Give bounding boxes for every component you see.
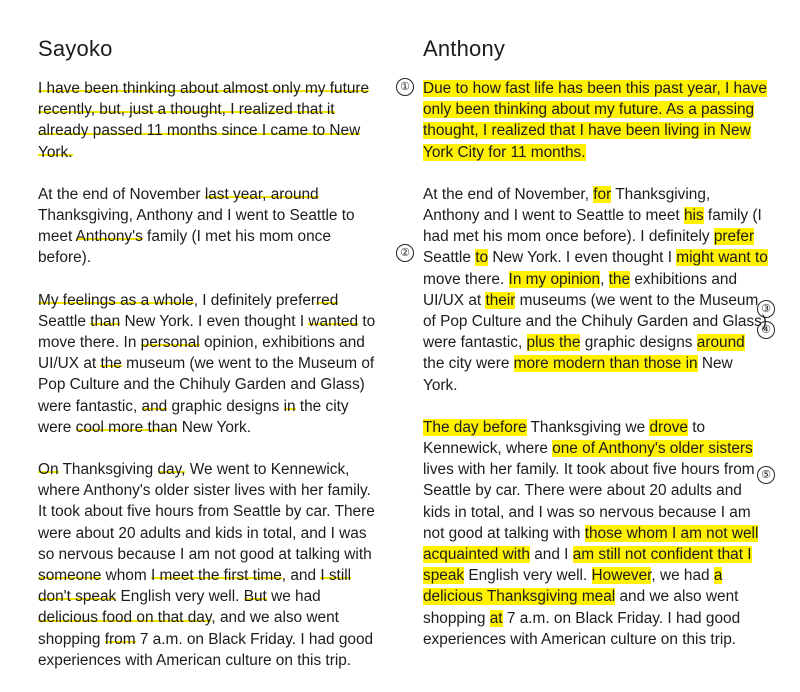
highlighted-phrase: one of Anthony's older sisters: [552, 440, 753, 458]
sayoko-paragraph-4: [38, 459, 378, 671]
anthony-paragraph-1: [423, 78, 768, 163]
highlighted-phrase: plus the: [526, 334, 581, 352]
text-run: family (I met his mom once before).: [38, 228, 331, 267]
highlighted-phrase: am still not confident that I speak: [423, 546, 752, 585]
text-run: At the end of November: [38, 185, 205, 203]
text-run: Thanksgiving, Anthony and I went to Seattle to meet: [38, 207, 355, 246]
text-run: museum (we went to the Museum of Pop Culture and the Chihuly Garden and Glass) were fantastic,: [38, 355, 375, 415]
marker-4: ④: [757, 321, 775, 339]
text-run: , I definitely prefer: [193, 291, 317, 309]
underlined-phrase: last year, around: [204, 185, 319, 203]
highlighted-phrase: at: [489, 609, 503, 627]
highlighted-phrase: around: [696, 334, 745, 352]
underlined-phrase: from: [104, 630, 136, 648]
text-run: museums (we went to the Museum of Pop Culture and the Chihuly Garden and Glass) were fantastic,: [423, 291, 767, 352]
underlined-phrase: Anthony's: [75, 228, 143, 246]
anthony-column: [423, 30, 768, 671]
text-run: whom: [101, 567, 151, 585]
highlighted-phrase: The day before: [423, 418, 527, 436]
underlined-phrase: than: [90, 312, 121, 330]
text-run: opinion, exhibitions and UI/UX at: [38, 334, 365, 373]
highlighted-phrase: prefer: [713, 228, 755, 246]
text-run: and I: [529, 546, 573, 564]
underlined-phrase: cool more than: [75, 418, 178, 436]
marker-5: ⑤: [757, 466, 775, 484]
sayoko-heading: Sayoko: [38, 36, 113, 61]
left-marker-gutter: [396, 0, 416, 658]
text-run: , and we also went shopping: [38, 609, 339, 648]
highlighted-phrase: However: [591, 567, 652, 585]
text-run: Seattle: [423, 249, 476, 267]
highlighted-phrase: a delicious Thanksgiving meal: [423, 567, 723, 606]
underlined-phrase: day,: [157, 461, 186, 479]
text-run: New York.: [423, 355, 733, 394]
underlined-phrase: wanted: [308, 312, 359, 330]
underlined-phrase: delicious food on that day: [38, 609, 212, 627]
highlighted-phrase: Due to how fast life has been this past year, I have only been thinking about my future. As a passing thought, I realized that I have been living in New York City for 11 months.: [423, 80, 767, 161]
text-run: 7 a.m. on Black Friday. I had good experiences with American culture on this trip.: [38, 630, 374, 669]
text-run: , and: [281, 567, 321, 585]
marker-1: ①: [396, 78, 414, 96]
text-run: At the end of November,: [423, 185, 594, 203]
text-run: English very well.: [116, 588, 244, 606]
text-run: New York.: [177, 418, 252, 436]
text-run: and we also went shopping: [423, 588, 739, 627]
text-run: 7 a.m. on Black Friday. I had good experiences with American culture on this trip.: [423, 609, 741, 648]
text-run: to Kennewick, where: [423, 418, 706, 458]
text-run: , we had: [651, 567, 714, 585]
marker-3: ③: [757, 300, 775, 318]
underlined-phrase: On: [38, 461, 59, 479]
anthony-paragraph-2: [423, 184, 768, 396]
sayoko-paragraph-3: [38, 290, 378, 438]
underlined-phrase: My feelings as a whole: [38, 291, 194, 309]
text-run: move there.: [423, 270, 509, 288]
anthony-paragraph-3: [423, 417, 768, 650]
text-run: we had: [266, 588, 321, 606]
highlighted-phrase: drove: [649, 418, 688, 436]
text-run: English very well.: [464, 567, 592, 585]
text-run: graphic designs: [167, 397, 284, 415]
underlined-phrase: someone: [38, 567, 102, 585]
text-run: lives with her family. It took about five hours from Seattle by car. There were about 20 adults and kids in total, and I was so nervous because I am not good at talking with: [423, 461, 755, 542]
sayoko-paragraph-2: [38, 184, 378, 269]
highlighted-phrase: their: [485, 291, 516, 309]
underlined-phrase: I meet the first time: [150, 567, 282, 585]
highlighted-phrase: to: [475, 249, 489, 267]
text-run: New York. I even thought I: [488, 249, 677, 267]
sayoko-paragraph-1: [38, 78, 378, 163]
marker-2: ②: [396, 244, 414, 262]
underlined-phrase: I have been thinking about almost only my future recently, but, just a thought, I realized that it already passed 11 months since I came to New York.: [38, 80, 370, 161]
underlined-phrase: the: [100, 355, 122, 373]
text-run: We went to Kennewick, where Anthony's older sister lives with her family. It took about five hours from Seattle by car. There were about 20 adults and kids in total, and I was so nervous because I am not good at talking with: [38, 461, 375, 563]
highlighted-phrase: the: [608, 270, 631, 288]
underlined-phrase: in: [283, 397, 296, 415]
text-run: Thanksgiving, Anthony and I went to Seattle to meet: [423, 185, 711, 225]
text-run: the city were: [423, 355, 514, 373]
highlighted-phrase: more modern than those in: [513, 355, 698, 373]
right-marker-gutter: [757, 0, 777, 658]
text-run: Thanksgiving we: [526, 418, 650, 436]
highlighted-phrase: for: [593, 185, 612, 203]
underlined-phrase: But: [243, 588, 267, 606]
highlighted-phrase: his: [683, 207, 704, 225]
text-run: exhibitions and UI/UX at: [423, 270, 738, 309]
text-run: graphic designs: [580, 334, 697, 352]
text-run: New York. I even thought I: [120, 312, 309, 330]
text-run: the city were: [38, 397, 349, 436]
highlighted-phrase: those whom I am not well acquainted with: [423, 524, 759, 564]
underlined-phrase: and: [141, 397, 168, 415]
highlighted-phrase: might want to: [676, 249, 768, 267]
text-run: Thanksgiving: [58, 461, 158, 479]
text-run: Seattle: [38, 312, 91, 330]
highlighted-phrase: In my opinion: [508, 270, 601, 288]
text-run: ,: [600, 270, 609, 288]
sayoko-column: [38, 30, 378, 692]
text-run: to move there. In: [38, 312, 376, 352]
underlined-phrase: I still don't speak: [38, 567, 352, 606]
underlined-phrase: red: [316, 291, 339, 309]
text-run: family (I had met his mom once before). I definitely: [423, 207, 762, 246]
anthony-heading: Anthony: [423, 36, 506, 61]
underlined-phrase: personal: [140, 334, 200, 352]
